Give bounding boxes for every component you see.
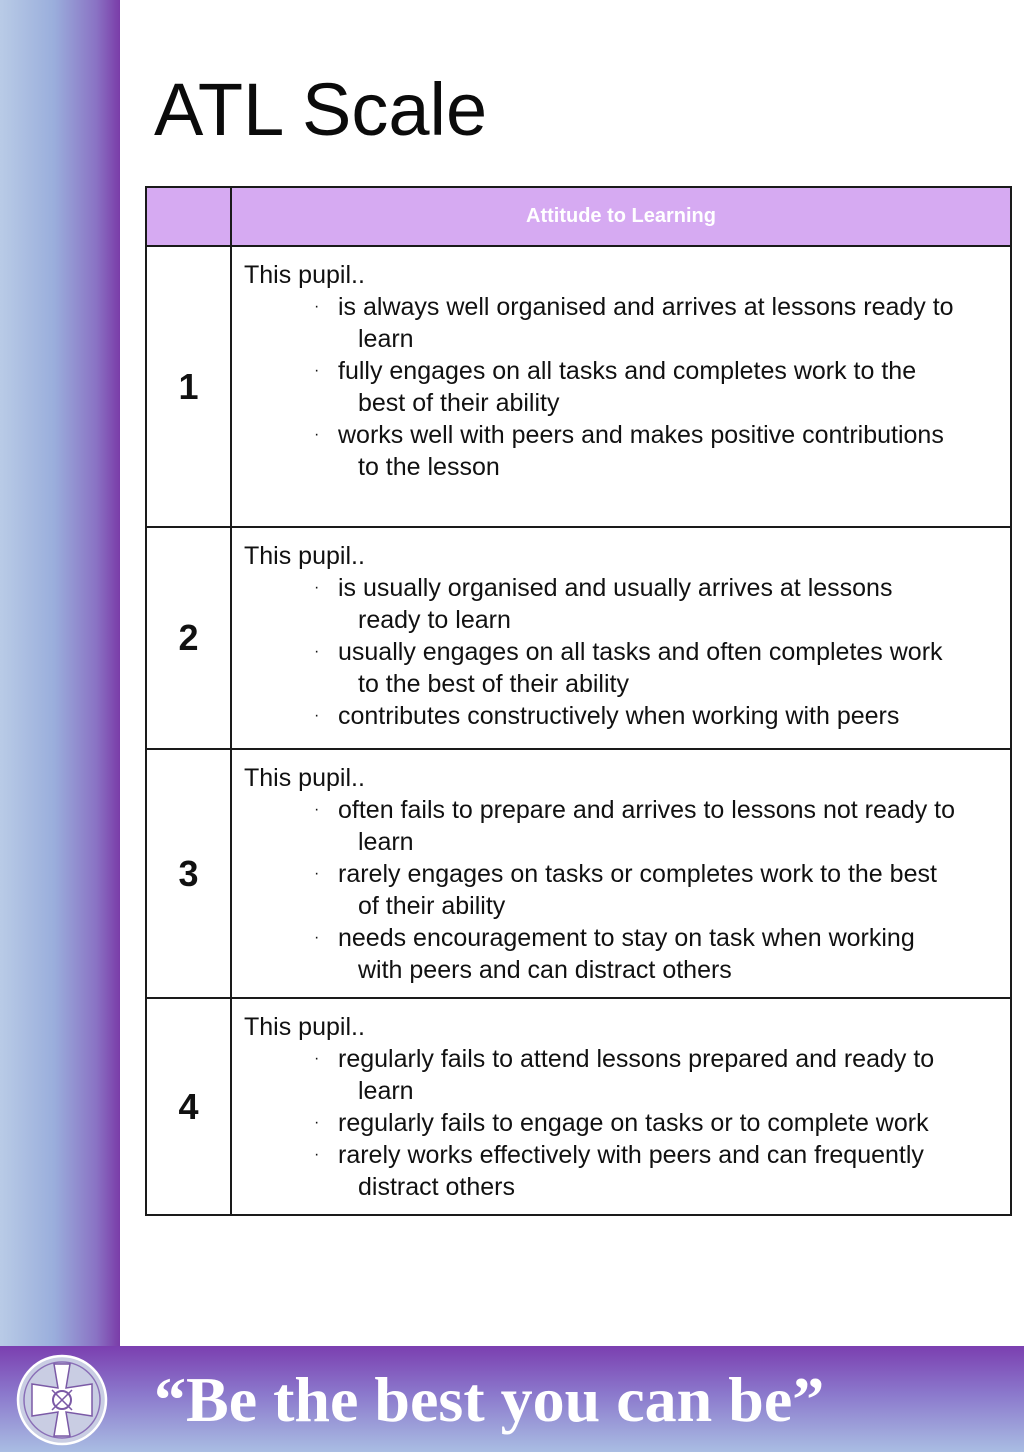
criteria-line-cont: best of their ability bbox=[358, 389, 560, 417]
list-item bbox=[312, 700, 1000, 732]
description-intro: This pupil.. bbox=[244, 542, 365, 570]
criteria-line: regularly fails to attend lessons prepared and ready to bbox=[338, 1045, 935, 1073]
level-number: 2 bbox=[146, 527, 231, 749]
criteria-line: often fails to prepare and arrives to lessons not ready to bbox=[338, 796, 956, 824]
criteria-line: rarely engages on tasks or completes work to the best bbox=[338, 860, 937, 888]
level-number: 1 bbox=[146, 246, 231, 527]
list-item bbox=[312, 355, 1000, 419]
level-number: 3 bbox=[146, 749, 231, 998]
table-row bbox=[146, 749, 1011, 998]
criteria-list bbox=[244, 291, 1000, 483]
table-row bbox=[146, 998, 1011, 1215]
criteria-line-cont: distract others bbox=[358, 1173, 516, 1201]
criteria-list bbox=[244, 1043, 1000, 1203]
list-item bbox=[312, 1139, 1000, 1203]
description-intro: This pupil.. bbox=[244, 764, 365, 792]
bullet-icon: · bbox=[314, 801, 320, 818]
criteria-line: regularly fails to engage on tasks or to complete work bbox=[338, 1109, 929, 1137]
bullet-icon: · bbox=[314, 1114, 320, 1131]
bullet-icon: · bbox=[314, 426, 320, 443]
level-description bbox=[231, 998, 1011, 1215]
header-empty-cell bbox=[146, 187, 231, 246]
table-header-row bbox=[146, 187, 1011, 246]
criteria-line: is always well organised and arrives at lessons ready to bbox=[338, 293, 954, 321]
bullet-icon: · bbox=[314, 298, 320, 315]
header-attitude-to-learning: Attitude to Learning bbox=[231, 187, 1011, 246]
bullet-icon: · bbox=[314, 643, 320, 660]
criteria-list bbox=[244, 572, 1000, 732]
atl-scale-table bbox=[145, 186, 1012, 1216]
criteria-line-cont: of their ability bbox=[358, 892, 506, 920]
criteria-line-cont: learn bbox=[358, 325, 414, 353]
criteria-line: rarely works effectively with peers and can frequently bbox=[338, 1141, 924, 1169]
list-item bbox=[312, 1107, 1000, 1139]
list-item bbox=[312, 636, 1000, 700]
criteria-line: works well with peers and makes positive contributions bbox=[338, 421, 944, 449]
criteria-line: needs encouragement to stay on task when working bbox=[338, 924, 915, 952]
list-item bbox=[312, 291, 1000, 355]
school-crest-icon bbox=[14, 1354, 110, 1446]
list-item bbox=[312, 1043, 1000, 1107]
description-intro: This pupil.. bbox=[244, 1013, 365, 1041]
criteria-line: usually engages on all tasks and often completes work bbox=[338, 638, 943, 666]
bullet-icon: · bbox=[314, 707, 320, 724]
criteria-line-cont: learn bbox=[358, 1077, 414, 1105]
bullet-icon: · bbox=[314, 579, 320, 596]
level-number: 4 bbox=[146, 998, 231, 1215]
table-row bbox=[146, 527, 1011, 749]
bullet-icon: · bbox=[314, 362, 320, 379]
description-intro: This pupil.. bbox=[244, 261, 365, 289]
list-item bbox=[312, 794, 1000, 858]
bullet-icon: · bbox=[314, 1146, 320, 1163]
list-item bbox=[312, 419, 1000, 483]
criteria-line-cont: to the best of their ability bbox=[358, 670, 629, 698]
criteria-line: contributes constructively when working with peers bbox=[338, 702, 900, 730]
bullet-icon: · bbox=[314, 865, 320, 882]
list-item bbox=[312, 858, 1000, 922]
level-description bbox=[231, 749, 1011, 998]
school-motto: “Be the best you can be” bbox=[154, 1364, 825, 1435]
bullet-icon: · bbox=[314, 929, 320, 946]
criteria-line-cont: learn bbox=[358, 828, 414, 856]
criteria-line-cont: with peers and can distract others bbox=[358, 956, 732, 984]
list-item bbox=[312, 572, 1000, 636]
bullet-icon: · bbox=[314, 1050, 320, 1067]
page-title: ATL Scale bbox=[154, 68, 488, 151]
criteria-line: is usually organised and usually arrives at lessons bbox=[338, 574, 893, 602]
criteria-line-cont: to the lesson bbox=[358, 453, 500, 481]
level-description bbox=[231, 246, 1011, 527]
level-description bbox=[231, 527, 1011, 749]
criteria-line-cont: ready to learn bbox=[358, 606, 511, 634]
table-row bbox=[146, 246, 1011, 527]
side-decoration-bar bbox=[0, 0, 120, 1346]
criteria-line: fully engages on all tasks and completes work to the bbox=[338, 357, 917, 385]
list-item bbox=[312, 922, 1000, 986]
criteria-list bbox=[244, 794, 1000, 986]
